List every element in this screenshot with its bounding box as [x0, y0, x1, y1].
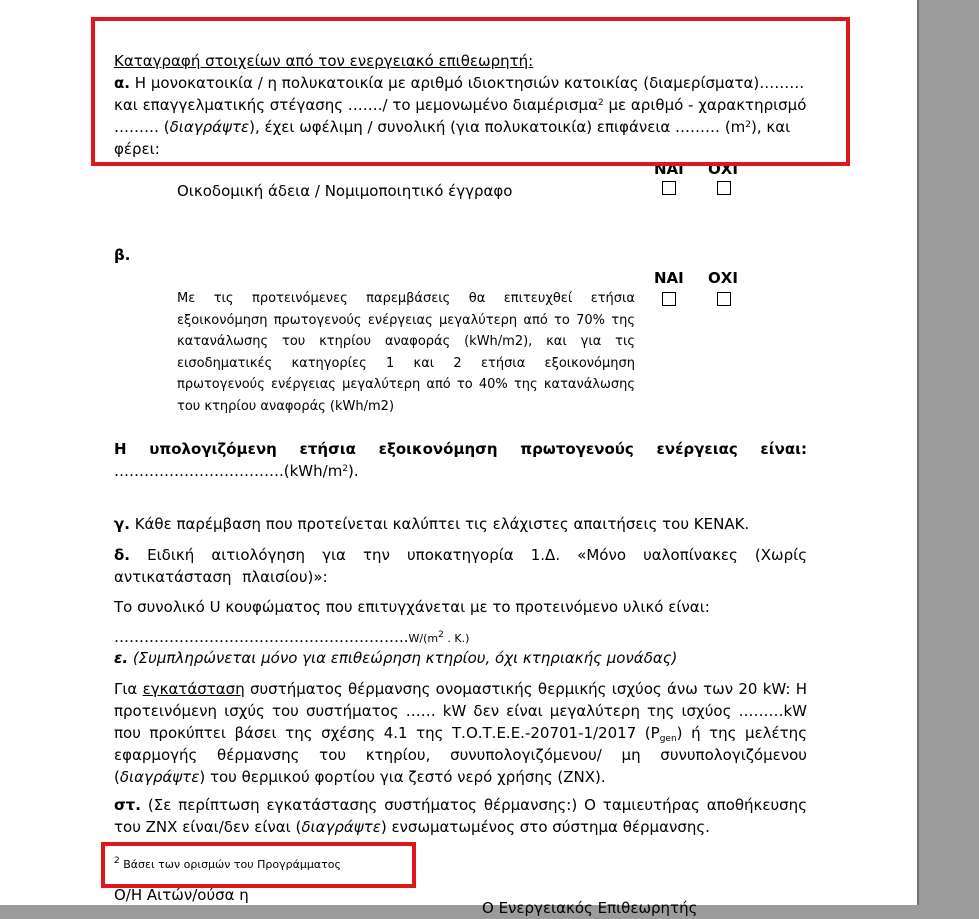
heating-mid2: ) ή της μελέτης εφαρμογής θέρμανσης του κτηρίου, συνυπολογιζόμενου/ μη συνυπολογιζόμενου (: [114, 724, 807, 786]
section-a-line2-post: με αριθμό - χαρακτηρισμό: [603, 96, 807, 114]
section-c-text: Κάθε παρέμβαση που προτείνεται καλύπτει τις ελάχιστες απαιτήσεις του ΚΕΝΑΚ.: [129, 515, 750, 533]
savings-yes-checkbox[interactable]: [662, 292, 676, 306]
section-st-pre: (Σε περίπτωση εγκατάστασης συστήματος θέρμανσης:) Ο ταμιευτήρας αποθήκευσης του ΖΝΧ είναι/δεν είναι (: [114, 796, 807, 836]
footnote-ref: 2: [597, 98, 604, 108]
section-c: [114, 513, 807, 535]
savings-dots: …………………………….(kWh/m: [114, 462, 343, 480]
highlight-box-section-a: [91, 17, 850, 166]
section-st-italic: διαγράψτε: [301, 818, 381, 836]
page-edge: [917, 0, 919, 905]
unit-sup: 2: [745, 120, 752, 130]
section-d: [114, 544, 807, 588]
u-value-line1: Το συνολικό U κουφώματος που επιτυγχάνεται με το προτεινόμενο υλικό είναι:: [114, 598, 710, 616]
section-b-text: Με τις προτεινόμενες παρεμβάσεις θα επιτευχθεί ετήσια εξοικονόμηση πρωτογενούς ενέργειας μεγαλύτερη από το 70% της κατανάλωσης του κτηρίου αναφοράς (kWh/m2), και για τις εισοδηματικές κατηγορίες 1 και 2 ετήσια εξοικονόμηση πρωτογενούς ενέργειας μεγαλύτερη από το 40% της κατανάλωσης του κτηρίου αναφοράς (kWh/m2): [177, 291, 635, 414]
savings-post: ).: [348, 462, 359, 480]
delete-note: διαγράψτε: [169, 118, 250, 136]
section-title: Καταγραφή στοιχείων από τον ενεργειακό επιθεωρητή:: [114, 52, 534, 70]
no-header-1: ΟΧΙ: [708, 160, 738, 178]
heating-underlined: εγκατάσταση: [142, 680, 245, 698]
u-value-unit-post: . K.): [443, 632, 470, 645]
permit-yes-checkbox[interactable]: [662, 181, 676, 195]
section-a-line3-mid: ), έχει ωφέλιμη / συνολική (για πολυκατοικία) επιφάνεια ……… (m: [249, 118, 746, 136]
heating-mid: συστήματος θέρμανσης ονομαστικής θερμικής ισχύος άνω των 20 kW: Η προτεινόμενη ισχύς του συστήματος …… kW δεν είναι μεγαλύτερη της ισχύος ………kW που προκύπτει βάσει της σχέσης 4.1 της Τ.Ο.Τ.Ε.Ε.-20701-1/2017 (P: [114, 680, 808, 742]
savings-no-checkbox[interactable]: [717, 292, 731, 306]
signature-left: Ο/Η Αιτών/ούσα η: [114, 886, 249, 904]
section-e-label: ε.: [114, 649, 129, 667]
section-a-line3-post: ), και: [751, 118, 791, 136]
section-a-line1-text: Η μονοκατοικία / η πολυκατοικία με αριθμό ιδιοκτησιών κατοικίας (διαμερίσματα)………: [134, 74, 805, 92]
section-a-line3-pre: ……… (: [114, 118, 170, 136]
u-value-sup: 2: [438, 630, 444, 640]
u-value-dots: …………………………………………………..: [114, 628, 409, 646]
permit-no-checkbox[interactable]: [717, 181, 731, 195]
section-c-label: γ.: [114, 515, 130, 533]
heating-paragraph: [114, 678, 807, 788]
no-header-2: ΟΧΙ: [708, 269, 738, 287]
heating-italic: διαγράψτε: [119, 768, 200, 786]
heating-post: ) του θερμικού φορτίου για ζεστό νερό χρήσης (ΖΝΧ).: [199, 768, 606, 786]
section-a-line2-pre: και επαγγελματικής στέγασης ……./ το μεμονωμένο διαμέρισμα: [114, 96, 598, 114]
permit-label: Οικοδομική άδεια / Νομιμοποιητικό έγγραφο: [177, 182, 513, 200]
section-e: [114, 647, 677, 669]
section-a-label: α.: [114, 74, 131, 92]
section-a-line4: φέρει:: [114, 140, 160, 158]
signature-right: Ο Ενεργειακός Επιθεωρητής: [482, 899, 698, 917]
yes-header-1: ΝΑΙ: [654, 160, 684, 178]
section-b-label: β.: [114, 246, 131, 264]
section-e-text: (Συμπληρώνεται μόνο για επιθεώρηση κτηρίου, όχι κτηριακής μονάδας): [128, 649, 678, 667]
section-st: [114, 794, 807, 838]
savings-line1: Η υπολογιζόμενη ετήσια εξοικονόμηση πρωτογενούς ενέργειας είναι:: [114, 440, 807, 458]
savings-line2: [114, 460, 807, 482]
savings-sup: 2: [342, 464, 349, 474]
footnote-text: Βάσει των ορισμών του Προγράμματος: [119, 858, 341, 871]
section-d-text: Ειδική αιτιολόγηση για την υποκατηγορία 1.Δ. «Μόνο υαλοπίνακες (Χωρίς αντικατάσταση πλαισίου)»:: [114, 546, 807, 586]
u-value-unit: W/(m: [408, 632, 439, 645]
highlight-box-footnote: [101, 842, 416, 888]
section-st-label: στ.: [114, 796, 141, 814]
heating-sub: gen: [659, 734, 677, 744]
yes-header-2: ΝΑΙ: [654, 269, 684, 287]
section-d-label: δ.: [114, 546, 131, 564]
section-st-post: ) ενσωματωμένος στο σύστημα θέρμανσης.: [380, 818, 710, 836]
heating-pre: Για: [114, 680, 143, 698]
savings-block: [114, 438, 807, 482]
footnote-sup: 2: [114, 856, 120, 866]
